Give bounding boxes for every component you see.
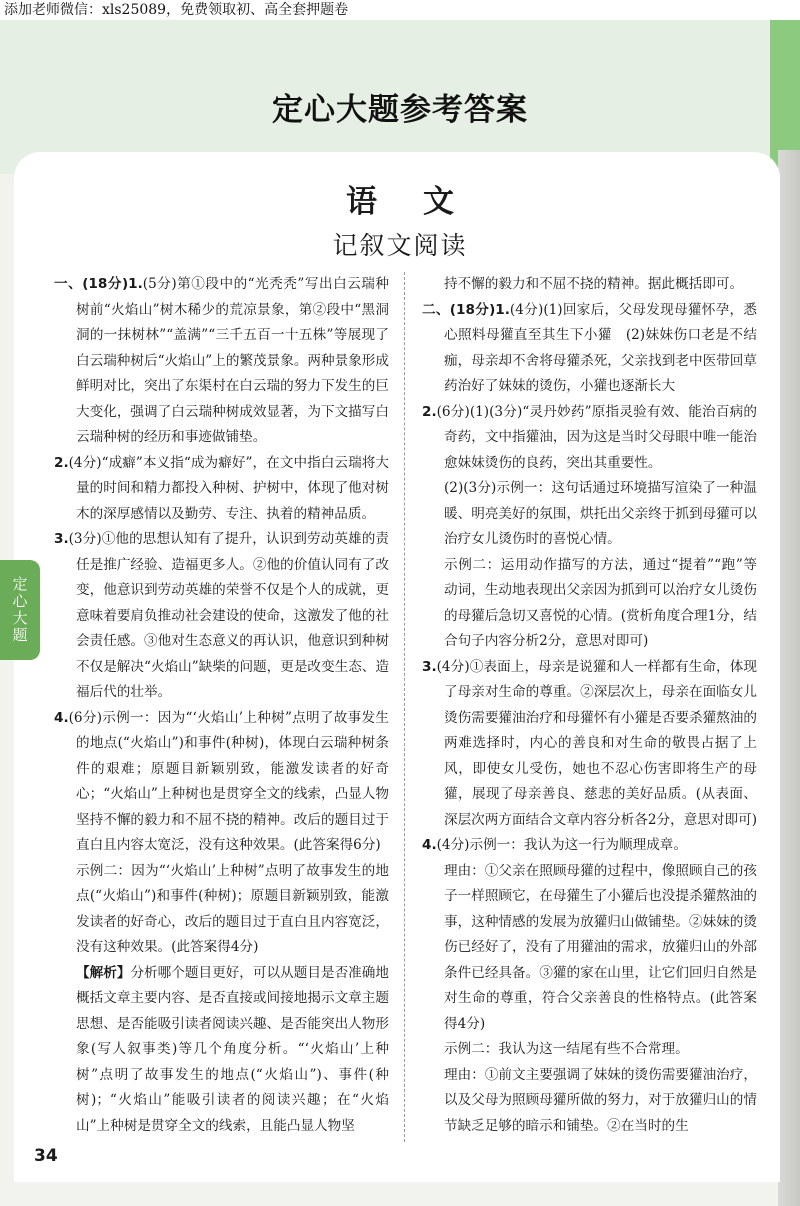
answer-text: (6分)(1)(3分)“灵丹妙药”原指灵验有效、能治百病的奇药，文中指獾油，因为这是当时父母眼中唯一能治愈妹妹烫伤的良药，突出其重要性。 [436,403,757,471]
answer-item [422,655,757,834]
page-number: 34 [34,1146,58,1166]
answer-subpart: 理由：①前文主要强调了妹妹的烫伤需要獾油治疗，以及父母为照顾母獾所做的努力，对于放獾归山的情节缺乏足够的暗示和铺垫。②在当时的生 [444,1066,757,1134]
answer-example: 示例二：因为“‘火焰山’上种树”点明了故事发生的地点(“火焰山”)和事件(种树)；原题目新颖别致，能激发读者的好奇心，改后的题目过于直白且内容宽泛，没有这种效果。(此答案得4分) [76,862,389,955]
section-title: 记叙文阅读 [332,231,468,260]
answer-item [54,451,389,528]
answer-subpart: 理由：①父亲在照顾母獾的过程中，像照顾自己的孩子一样照顾它，在母獾生了小獾后也没提杀獾熬油的事，这种情感的发展为放獾归山做铺垫。②妹妹的烫伤已经好了，没有了用獾油的需求，放獾归山的外部条件已经具备。③獾的家在山里，让它们回归自然是对生命的尊重，符合父亲善良的性格特点。(此答案得4分) [444,862,757,1032]
banner-title: 定心大题参考答案 [272,92,528,128]
analysis-tag: 【解析】 [76,964,131,981]
subject-title: 语文 [346,184,500,220]
right-column [422,272,757,1152]
question-number: 2. [422,403,437,420]
answer-item [422,833,757,859]
page-edge [778,150,800,1206]
answer-item [422,298,757,400]
analysis-text: 分析哪个题目更好，可以从题目是否准确地概括文章主要内容、是否直接或间接地揭示文章主题思想、是否能吸引读者阅读兴趣、是否能突出人物形象(写人叙事类)等几个角度分析。“‘火焰山’上种树”点明了故事发生的地点(“火焰山”)、事件(种树)；“火焰山”能吸引读者的阅读兴趣；在“火焰山”上种树是贯穿全文的线索，且能凸显人物坚 [76,964,389,1134]
question-number: 一、(18分)1. [54,276,143,292]
answer-subpart: (2)(3分)示例一：这句话通过环境描写渲染了一种温暖、明亮美好的氛围，烘托出父亲终于抓到母獾可以治疗女儿烫伤时的喜悦心情。 [444,480,757,547]
answer-text: (4分)(1)回家后，父母发现母獾怀孕，悉心照料母獾直至其生下小獾 (2)妹妹伤口老是不结痂，母亲却不舍将母獾杀死，父亲找到老中医带回草药治好了妹妹的烫伤，小獾也逐渐长大 [444,301,757,394]
question-number: 4. [54,709,69,726]
answer-text: (4分)示例一：我认为这一行为顺理成章。 [436,837,687,853]
watermark-text: 添加老师微信：xls25089，免费领取初、高全套押题卷 [0,0,800,20]
question-number: 2. [54,454,69,471]
question-number: 4. [422,837,437,853]
question-number: 3. [422,658,437,675]
question-number: 3. [54,531,69,547]
answer-item [54,527,389,706]
answer-subpart: 示例二：我认为这一结尾有些不合常理。 [444,1041,689,1057]
answer-item [422,400,757,477]
left-column [54,272,389,1152]
answer-text: (6分)示例一：因为“‘火焰山’上种树”点明了故事发生的地点(“火焰山”)和事件(种树)，体现白云瑞种树条件的艰难；原题目新颖别致，能激发读者的好奇心；“火焰山”上种树也是贯穿全文的线索，凸显人物坚持不懈的毅力和不屈不挠的精神。改后的题目过于直白且内容太宽泛，没有这种效果。(此答案得6分) [68,709,389,853]
question-number: 二、(18分)1. [422,301,510,318]
side-tab [0,560,40,660]
answer-item [54,706,389,859]
answer-subpart: 示例二：运用动作描写的方法，通过“提着”“跑”等动词，生动地表现出父亲因为抓到可以治疗女儿烫伤的母獾后急切又喜悦的心情。(赏析角度合理1分，结合句子内容分析2分，意思对即可) [444,556,757,649]
answer-text: (4分)①表面上，母亲是说獾和人一样都有生命，体现了母亲对生命的尊重。②深层次上，母亲在面临女儿烫伤需要獾油治疗和母獾怀有小獾是否要杀獾熬油的两难选择时，内心的善良和对生命的敬畏占据了上风，即使女儿受伤，她也不忍心伤害即将生产的母獾，展现了母亲善良、慈悲的美好品质。(从表面、深层次两方面结合文章内容分析各2分，意思对即可) [436,658,757,828]
analysis [54,961,389,1140]
column-divider [404,272,405,1142]
continued-text: 持不懈的毅力和不屈不挠的精神。据此概括即可。 [444,276,744,292]
answer-item [54,272,389,451]
answer-text: (5分)第①段中的“光秃秃”写出白云瑞种树前“火焰山”树木稀少的荒凉景象，第②段中“黑洞洞的一抹树林”“盖满”“三千五百一十五株”等展现了白云瑞种树后“火焰山”上的繁茂景象。两种景象形成鲜明对比，突出了东渠村在白云瑞的努力下发生的巨大变化，强调了白云瑞种树成效显著，为下文描写白云瑞种树的经历和事迹做铺垫。 [76,276,389,445]
side-tab-label: 定心大题 [10,576,29,644]
answer-text: (4分)“成癖”本义指“成为癖好”，在文中指白云瑞将大量的时间和精力都投入种树、护树中，体现了他对树木的深厚感情以及勤劳、专注、执着的精神品质。 [68,454,389,522]
answer-text: (3分)①他的思想认知有了提升，认识到劳动英雄的责任是推广经验、造福更多人。②他的价值认同有了改变，他意识到劳动英雄的荣誉不仅是个人的成就，更意味着要肩负推动社会建设的使命，这激发了他的社会责任感。③他对生态意义的再认识，他意识到种树不仅是解决“火焰山”缺柴的问题，更是改变生态、造福后代的壮举。 [68,531,389,700]
